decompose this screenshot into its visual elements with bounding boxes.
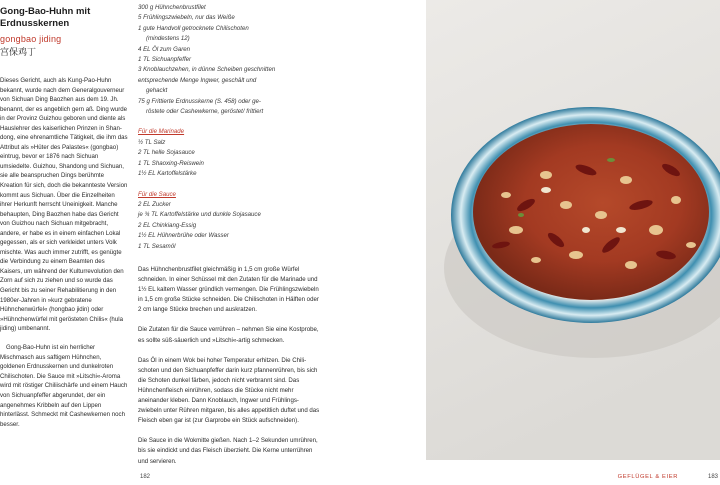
method-step-4: Die Sauce in die Wokmitte gießen. Nach 1–2 Sekunden umrühren, bis sie eindickt und das Fleisch überzieht. Die Kerne unterrühren und servieren. [138,437,318,465]
recipe-title-line-1: Gong-Bao-Huhn mit [0,6,91,17]
marinade-item: 1 TL Shaoxing-Reiswein [138,159,204,167]
sauce-item: 2 EL Chinkiang-Essig [138,221,197,229]
ingredient-item: 1 TL Sichuanpfeffer [138,56,192,64]
left-page-number: 182 [140,474,151,480]
ingredient-item: 3 Knoblauchzehen, in dünne Scheiben geschnitten [138,66,276,74]
sauce-heading: Für die Sauce [138,190,176,198]
ingredient-item-continuation: gehackt [146,87,168,95]
ingredient-item: 4 EL Öl zum Garen [138,45,191,53]
recipe-title-line-2: Erdnusskernen [0,18,70,29]
sauce-item: 1½ EL Hühnerbrühe oder Wasser [138,232,229,240]
intro-paragraph-2: Gong-Bao-Huhn ist ein herrlicher Mischmasch aus saftigem Hühnchen, goldenen Erdnusskernen und dunkelroten Chilischoten. Die Sauce mit »Litschi«-Aroma wird mit röstiger Chiliischärfe und einem Hauch von Sichuanpfeffer abgerundet, der ein angenehmes Kribbeln auf den Lippen hinterlässt. Schmeckt mit Cashewkernen noch besser. [0,344,128,428]
recipe-title [0,6,130,30]
dish-photo [426,0,720,460]
method-steps [138,265,320,477]
ingredient-item-continuation: (mindestens 12) [146,35,190,43]
ingredient-item: 5 Frühlingszwiebeln, nur das Weiße [138,14,235,22]
ingredient-item: 75 g Frittierte Erdnusskerne (S. 458) oder ge- [138,97,261,105]
marinade-item: 2 TL helle Sojasauce [138,149,195,157]
ingredients-list [138,3,298,252]
method-step-2: Die Zutaten für die Sauce verrühren – nehmen Sie eine Kostprobe, es sollte süß-säuerlich und »Litschi«-artig schmecken. [138,326,319,344]
ingredient-item-continuation: röstete oder Cashewkerne, geröstet/ frittiert [146,108,264,116]
recipe-subtitle-pinyin: gongbao jiding [0,34,62,44]
intro-paragraph-1: Dieses Gericht, auch als Kung-Pao-Huhn bekannt, wurde nach dem Generalgouverneur von Sichuan Ding Baozhen aus dem 19. Jh. benannt, der es angeblich gern aß. Ding wurde in der Provinz Guizhou geboren und diente als Hauslehrer des kaiserlichen Prinzen in Shandong, eine ehrenamtliche Tätigkeit, die ihm das Attribut als »Hüter des Palastes« (gongbao) eintrug, bevor er 1876 nach Sichuan umsiedelte. Guizhou, Shandong und Sichuan, sie alle beanspruchen Dings berühmte Kreation für sich, doch die bekannteste Version kommt aus Sichuan. Über die Einzelheiten ihrer Herkunft herrscht Uneinigkeit. Manche behaupten, Ding Baozhen habe das Gericht von Guizhou nach Sichuan mitgebracht, andere, er habe es in einem einfachen Lokal gegessen, als er sich verkleidet unters Volk mischte. Was auch immer zutrifft, es genügte die Verbindung zu einem Beamten des Kaisers, um während der Kulturrevolution den Zorn auf sich zu ziehen und so wurde das Gericht bis zu seiner Rehabilitierung in den 1980er-Jahren in »kurz gebratene Hühnchenwürfel« (hongbao jidin) oder »Hühnchenwürfel mit gerösteten Chilis« (hula jiding) umbenannt. [0,77,128,333]
marinade-item: ½ TL Salz [138,138,166,146]
recipe-chinese-name: 宫保鸡丁 [0,47,37,57]
sauce-item: je ¾ TL Kartoffelstärke und dunkle Sojasauce [138,211,261,219]
ingredient-item: 300 g Hühnchenbrustfilet [138,4,206,11]
method-step-1: Das Hühnchenbrustfilet gleichmäßig in 1,5 cm große Würfel schneiden. In einer Schüssel mit den Zutaten für die Marinade und 1½ EL kaltem Wasser gründlich vermengen. Die Frühlingszwiebeln in 1,5 cm große Stücke schneiden. Die Chilischoten in Hälften oder 2 cm lange Stücke brechen und auskratzen. [138,266,319,314]
ingredient-item: 1 gute Handvoll getrocknete Chilischoten [138,24,249,32]
dish-photo-illustration [426,0,720,460]
intro-text [0,76,128,429]
right-page-number: 183 [707,474,718,480]
marinade-item: 1½ EL Kartoffelstärke [138,170,197,178]
sauce-item: 1 TL Sesamöl [138,242,176,250]
method-step-3: Das Öl in einem Wok bei hoher Temperatur erhitzen. Die Chilischoten und den Sichuanpfeffer darin kurz pfannenrühren, bis sich die Schoten dunkel färben, jedoch nicht verbrannt sind. Das Hühnchenfleisch einrühren, sodass die Stücke nicht mehr aneinander kleben. Dann Knoblauch, Ingwer und Frühlingszwiebeln unter Rühren mitgaren, bis alles appetitlich duftet und das Fleisch eben gar ist (zur Garprobe ein Stück aufschneiden). [138,356,320,425]
marinade-heading: Für die Marinade [138,128,185,136]
ingredient-item: entsprechende Menge Ingwer, geschält und [138,76,257,84]
running-head-chapter: GEFLÜGEL & EIER [617,474,678,480]
sauce-item: 2 EL Zucker [138,200,171,208]
